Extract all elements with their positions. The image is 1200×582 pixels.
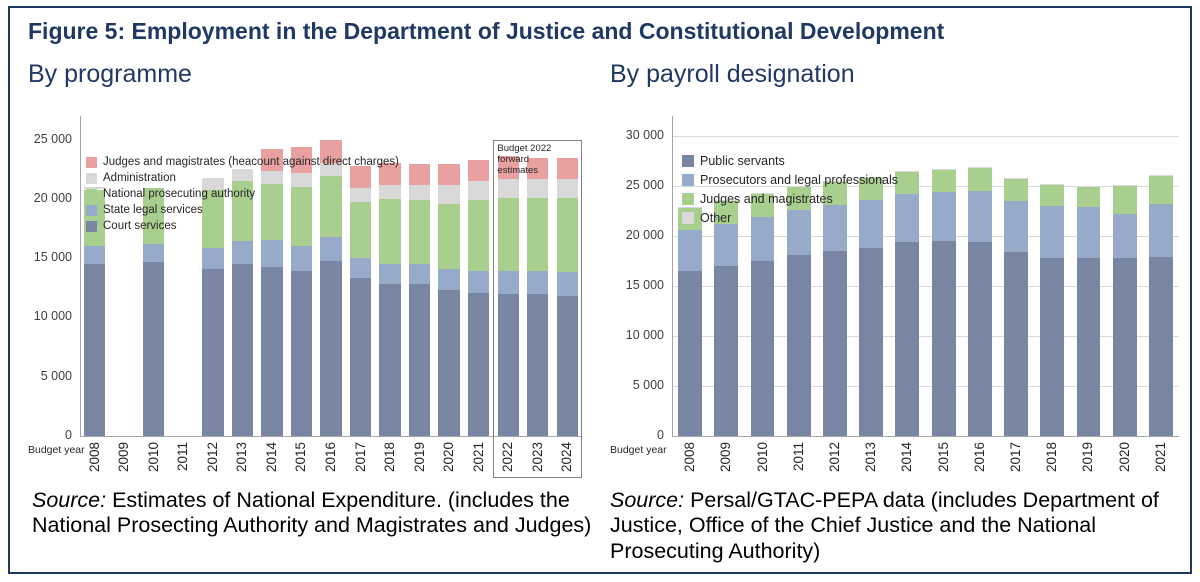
bar-segment: [895, 171, 919, 172]
bar-segment: [787, 255, 811, 436]
bar-segment: [409, 200, 430, 264]
bar-segment: [379, 264, 400, 285]
x-axis-tick-label: 2012: [204, 442, 220, 473]
bar-segment: [1004, 252, 1028, 436]
bar-segment: [968, 242, 992, 436]
bar-segment: [1113, 214, 1137, 259]
x-axis-tick-label: 2018: [382, 442, 398, 473]
bar-segment: [202, 248, 223, 269]
bar-segment: [320, 237, 341, 261]
legend-swatch-icon: [86, 189, 97, 200]
bar-segment: [468, 160, 489, 181]
y-axis-line: [80, 116, 81, 436]
bar-stack: [895, 171, 919, 436]
x-axis-tick-label: 2023: [529, 442, 545, 473]
x-axis-tick-label: 2012: [826, 442, 842, 473]
bar-stack: [678, 207, 702, 437]
forecast-period-box: [493, 140, 582, 478]
x-axis-tick-label: 2008: [682, 442, 698, 473]
bar-segment: [202, 269, 223, 436]
bar-stack: [968, 167, 992, 437]
legend-item: [682, 173, 898, 187]
bar-segment: [143, 244, 164, 262]
gridline: [672, 286, 1179, 287]
x-axis-tick-label: 2019: [1080, 442, 1096, 473]
bar-segment: [1149, 175, 1173, 176]
bar-segment: [1004, 178, 1028, 201]
y-axis-tick-label: 10 000: [625, 328, 664, 342]
x-axis-tick-label: 2022: [500, 442, 516, 473]
bar-segment: [409, 264, 430, 285]
left-source-note: [32, 488, 602, 539]
bar-segment: [1004, 178, 1028, 179]
bar-segment: [438, 164, 459, 185]
x-axis-tick-label: 2010: [145, 442, 161, 473]
x-axis-caption: Budget year: [28, 444, 85, 456]
bar-segment: [895, 172, 919, 194]
legend-label: Public servants: [700, 154, 785, 168]
bar-segment: [932, 241, 956, 436]
x-axis-tick-label: 2014: [263, 442, 279, 473]
gridline: [672, 236, 1179, 237]
bar-segment: [932, 169, 956, 170]
bar-segment: [714, 266, 738, 436]
right-panel: [600, 58, 1194, 568]
y-axis-tick-label: 30 000: [625, 128, 664, 142]
x-axis-tick-label: 2014: [899, 442, 915, 473]
bar-segment: [823, 251, 847, 436]
x-axis-tick-label: 2013: [234, 442, 250, 473]
bar-segment: [261, 267, 282, 436]
figure-container: [8, 6, 1192, 574]
bar-stack: [1004, 178, 1028, 437]
bar-segment: [438, 290, 459, 436]
legend-item: [86, 204, 399, 216]
bar-stack: [438, 164, 459, 436]
bar-segment: [438, 269, 459, 290]
y-axis-tick-label: 15 000: [33, 250, 72, 265]
bar-segment: [1040, 185, 1064, 207]
bar-segment: [438, 185, 459, 204]
x-axis-tick-label: 2019: [411, 442, 427, 473]
bar-segment: [468, 293, 489, 436]
figure-title: Figure 5: Employment in the Department of Justice and Constitutional Development: [28, 18, 945, 44]
bar-segment: [968, 167, 992, 191]
gridline: [672, 336, 1179, 337]
bar-segment: [1149, 257, 1173, 437]
legend-label: State legal services: [103, 204, 203, 216]
forecast-period-label: Budget 2022 forward estimates: [497, 143, 552, 176]
bar-segment: [291, 271, 312, 436]
bar-segment: [859, 248, 883, 437]
y-axis-tick-label: 20 000: [33, 190, 72, 205]
by-programme-chart: [28, 106, 588, 496]
left-source-text: Estimates of National Expenditure. (includes the National Prosecting Authority and Magistrates and Judges): [32, 488, 592, 538]
bar-segment: [291, 246, 312, 271]
bar-stack: [1040, 184, 1064, 436]
bar-segment: [1077, 207, 1101, 258]
bar-segment: [678, 271, 702, 436]
bar-segment: [895, 194, 919, 243]
bar-segment: [1149, 204, 1173, 257]
legend-swatch-icon: [86, 157, 97, 168]
x-axis-tick-label: 2017: [1008, 442, 1024, 473]
x-axis-tick-label: 2009: [116, 442, 132, 473]
bar-segment: [379, 284, 400, 436]
bar-segment: [232, 241, 253, 264]
legend-swatch-icon: [86, 205, 97, 216]
x-axis-tick-label: 2011: [175, 442, 191, 472]
legend-label: Prosecutors and legal professionals: [700, 173, 899, 187]
x-axis-tick-label: 2018: [1044, 442, 1060, 473]
bar-stack: [932, 169, 956, 437]
legend-swatch-icon: [682, 155, 694, 167]
bar-segment: [932, 169, 956, 192]
bar-segment: [678, 230, 702, 271]
bar-segment: [751, 261, 775, 436]
legend-label: Judges and magistrates (heacount against direct charges): [103, 156, 399, 168]
bar-segment: [1040, 258, 1064, 437]
left-panel: [18, 58, 598, 568]
bar-segment: [1149, 175, 1173, 204]
y-axis-tick-label: 20 000: [625, 228, 664, 242]
bar-segment: [84, 246, 105, 264]
x-axis-tick-label: 2017: [352, 442, 368, 473]
x-axis-tick-label: 2009: [718, 442, 734, 473]
bar-stack: [1149, 175, 1173, 437]
bar-segment: [1077, 186, 1101, 187]
x-axis-tick-label: 2020: [1116, 442, 1132, 473]
y-axis-tick-label: 5 000: [40, 368, 72, 383]
x-axis-tick-label: 2016: [971, 442, 987, 473]
bar-stack: [1077, 186, 1101, 437]
chart-legend: [682, 154, 898, 230]
legend-item: [682, 154, 898, 168]
legend-label: Administration: [103, 172, 176, 184]
x-axis-line: [672, 436, 1179, 437]
legend-swatch-icon: [86, 173, 97, 184]
legend-item: [682, 192, 898, 206]
legend-item: [86, 188, 399, 200]
gridline: [672, 136, 1179, 137]
legend-swatch-icon: [682, 193, 694, 205]
right-source-note: [610, 488, 1195, 564]
bar-segment: [1004, 201, 1028, 253]
y-axis-tick-label: 0: [657, 428, 664, 442]
y-axis-line: [672, 116, 673, 436]
x-axis-tick-label: 2010: [754, 442, 770, 473]
bar-segment: [350, 278, 371, 436]
x-axis-tick-label: 2020: [441, 442, 457, 473]
legend-label: Other: [700, 211, 732, 225]
y-axis-tick-label: 15 000: [625, 278, 664, 292]
right-panel-title: By payroll designation: [610, 60, 855, 88]
by-payroll-designation-chart: [610, 106, 1185, 496]
bar-segment: [438, 204, 459, 269]
chart-legend: [86, 156, 399, 236]
x-axis-tick-label: 2024: [559, 442, 575, 473]
y-axis-tick-label: 10 000: [33, 309, 72, 324]
bar-segment: [895, 242, 919, 436]
gridline: [672, 386, 1179, 387]
left-panel-title: By programme: [28, 60, 192, 88]
bar-segment: [468, 200, 489, 271]
x-axis-tick-label: 2021: [470, 442, 486, 473]
y-axis-tick-label: 25 000: [625, 178, 664, 192]
bar-segment: [468, 271, 489, 293]
bar-stack: [714, 200, 738, 437]
y-axis-tick-label: 25 000: [33, 131, 72, 146]
bar-segment: [932, 192, 956, 242]
x-axis-tick-label: 2015: [935, 442, 951, 473]
bar-segment: [143, 262, 164, 436]
left-source-label: Source:: [32, 488, 107, 512]
y-axis-tick-label: 5 000: [632, 378, 664, 392]
right-source-text: Persal/GTAC-PEPA data (includes Department of Justice, Office of the Chief Justice and the National Prosecuting Authority): [610, 488, 1159, 563]
x-axis-tick-label: 2021: [1152, 442, 1168, 473]
x-axis-tick-label: 2016: [323, 442, 338, 473]
bar-segment: [409, 164, 430, 185]
bar-segment: [320, 261, 341, 436]
bar-segment: [1040, 206, 1064, 258]
legend-label: Judges and magistrates: [700, 192, 833, 206]
x-axis-caption: Budget year: [610, 444, 667, 456]
bar-segment: [1113, 186, 1137, 214]
bar-segment: [409, 185, 430, 200]
bar-segment: [1113, 258, 1137, 436]
bar-segment: [1077, 186, 1101, 207]
y-axis-tick-label: 0: [65, 428, 72, 442]
bar-segment: [968, 191, 992, 243]
bar-stack: [468, 160, 489, 436]
legend-item: [86, 220, 399, 232]
bar-segment: [1113, 185, 1137, 186]
bar-stack: [1113, 185, 1137, 436]
bar-segment: [261, 240, 282, 266]
legend-label: National prosecuting authority: [103, 188, 256, 200]
bar-segment: [968, 167, 992, 168]
bar-segment: [468, 181, 489, 200]
x-axis-tick-label: 2011: [790, 442, 806, 472]
right-source-label: Source:: [610, 488, 685, 512]
x-axis-tick-label: 2013: [863, 442, 879, 473]
bar-stack: [409, 164, 430, 436]
legend-item: [86, 156, 399, 168]
bar-segment: [409, 284, 430, 436]
bar-segment: [350, 258, 371, 278]
bar-segment: [1077, 258, 1101, 437]
legend-swatch-icon: [682, 212, 694, 224]
legend-swatch-icon: [86, 221, 97, 232]
legend-item: [86, 172, 399, 184]
x-axis-tick-label: 2015: [293, 442, 309, 473]
legend-item: [682, 211, 898, 225]
bar-segment: [1040, 184, 1064, 185]
bar-segment: [232, 264, 253, 436]
legend-swatch-icon: [682, 174, 694, 186]
legend-label: Court services: [103, 220, 177, 232]
bar-segment: [84, 264, 105, 436]
x-axis-tick-label: 2008: [86, 442, 102, 473]
